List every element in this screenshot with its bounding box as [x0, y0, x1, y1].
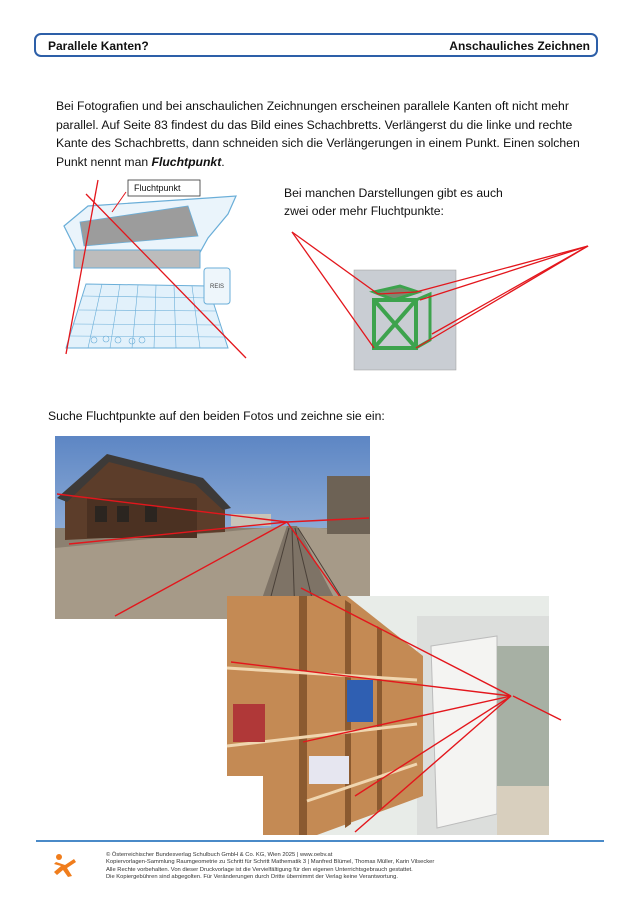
ship-chessboard-figure: [58, 176, 248, 361]
footer-line-1: © Österreichischer Bundesverlag Schulbuch GmbH & Co. KG, Wien 2025 | www.oebv.at: [106, 852, 333, 858]
railway-photo: [55, 436, 370, 619]
task-text: Suche Fluchtpunkte auf den beiden Fotos und zeichne sie ein:: [48, 409, 385, 423]
footer-divider: [36, 840, 604, 842]
header-right-title: Anschauliches Zeichnen: [449, 39, 590, 53]
vanishing-point-label: Fluchtpunkt: [134, 183, 181, 193]
header-left-title: Parallele Kanten?: [48, 39, 149, 53]
intro-text: Bei Fotografien und bei anschaulichen Zeichnungen erscheinen parallele Kanten oft nicht mehr parallel. Auf Seite 83 findest du das Bild eines Schachbretts. Verlängerst du die linke und rechte Kante des Schachbretts, dann schneiden sich die Verlängerungen in einem Punkt. Einen solchen Punkt nennt man: [56, 99, 580, 169]
footer-text: [106, 852, 586, 882]
intro-paragraph: [56, 97, 606, 171]
intro-term: Fluchtpunkt: [151, 154, 222, 169]
shelf-door-photo: [227, 596, 549, 835]
page-header: [34, 33, 598, 57]
cube-figure: [290, 230, 595, 375]
intro-text-end: .: [221, 154, 225, 169]
footer-line-3: Alle Rechte vorbehalten. Von dieser Druckvorlage ist die Vervielfältigung für den eigenen Unterrichtsgebrauch gestattet.: [106, 866, 413, 873]
publisher-logo-icon: [52, 853, 78, 877]
footer-line-4: Die Kopiergebühren sind abgegolten. Für Veränderungen durch Dritte übernimmt der Verlag keine Verantwortung.: [106, 874, 398, 881]
side-text: Bei manchen Darstellungen gibt es auch zwei oder mehr Fluchtpunkte:: [284, 186, 503, 218]
footer-line-2: Kopiervorlagen-Sammlung Raumgeometrie zu Schritt für Schritt Mathematik 3 | Manfred Blümel, Thomas Müller, Karin Vilsecker: [106, 859, 435, 866]
bag-label: REIS: [210, 284, 225, 290]
